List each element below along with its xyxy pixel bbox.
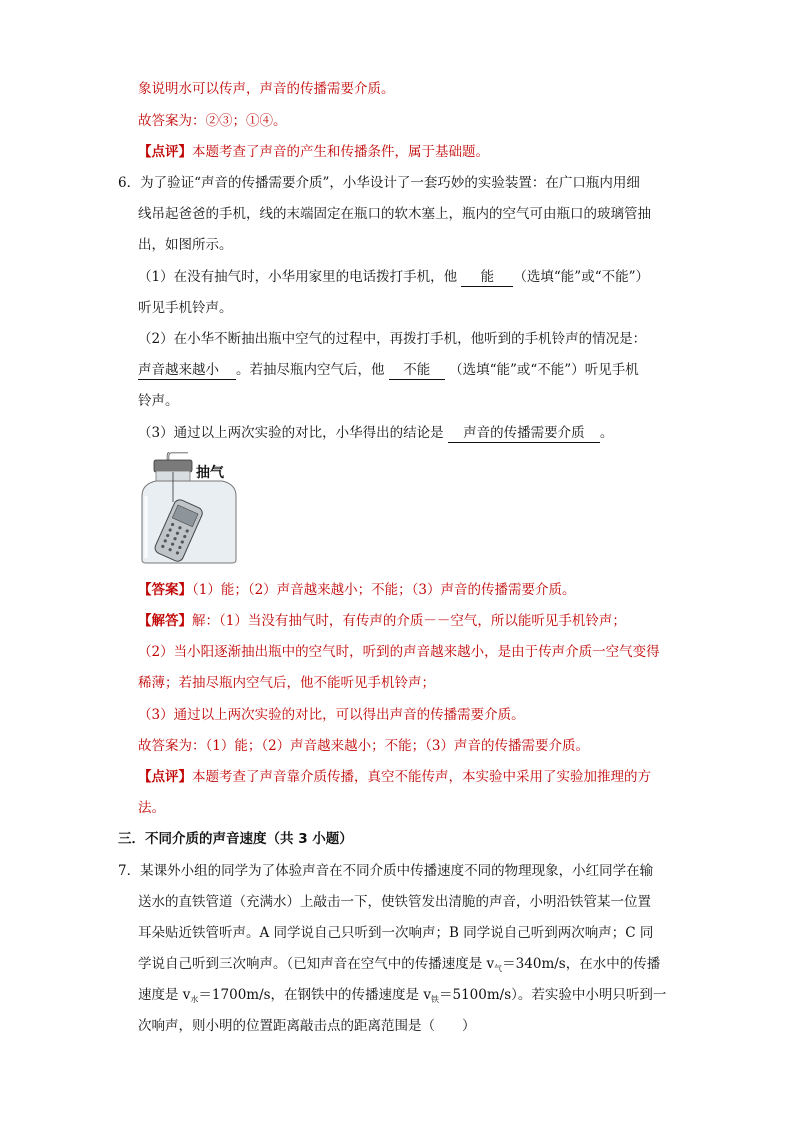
stem-text: 学说自己听到三次响声。（已知声音在空气中的传播速度是 v [138, 956, 495, 972]
question-stem-line: 出，如图所示。 [138, 237, 233, 253]
stem-text: ＝1700m/s，在钢铁中的传播速度是 v [198, 987, 431, 1003]
subscript: 气 [494, 964, 503, 973]
carryover-line: 象说明水可以传声，声音的传播需要介质。 [138, 81, 395, 97]
stem-text: ＝340m/s，在水中的传播 [502, 956, 661, 972]
comment-text: 本题考查了声音靠介质传播，真空不能传声，本实验中采用了实验加推理的方 [192, 769, 651, 785]
question-6 [118, 174, 640, 192]
bottle-illustration [140, 452, 240, 564]
figure-label: 抽气 [196, 465, 224, 481]
stem-text: 速度是 v [138, 987, 191, 1003]
question-stem-line [138, 986, 666, 1009]
stem-text: ＝5100m/s）。若实验中小明只听到一 [438, 987, 667, 1003]
comment-tag: 【点评】 [138, 769, 192, 785]
question-stem-line [138, 955, 660, 978]
question-stem-line: 为了验证“声音的传播需要介质”，小华设计了一套巧妙的实验装置：在广口瓶内用细 [140, 175, 640, 191]
sub-question-text: 。若抽尽瓶内空气后，他 [236, 362, 385, 378]
question-stem-line: 送水的直铁管道（充满水）上敲击一下，使铁管发出清脆的声音，小明沿铁管某一位置 [138, 894, 651, 910]
comment-tag: 【点评】 [138, 144, 192, 160]
section-heading: 三．不同介质的声音速度（共 3 小题） [118, 831, 353, 847]
solution-line: （2）当小阳逐渐抽出瓶中的空气时，听到的声音越来越小，是由于传声介质一空气变得 [138, 644, 660, 660]
sub-question-text: （1）在没有抽气时，小华用家里的电话拨打手机，他 [138, 269, 458, 285]
question-stem-line: 次响声，则小明的位置距离敲击点的距离范围是（ ） [138, 1018, 476, 1034]
solution-line [138, 612, 626, 630]
solution-tag: 【解答】 [138, 613, 192, 629]
answer-blank: 声音的传播需要介质 [448, 425, 600, 443]
answer-text: （1）能；（2）声音越来越小；不能；（3）声音的传播需要介质。 [192, 582, 576, 598]
sub-question-2-cont [138, 361, 639, 380]
carryover-answer: 故答案为：②③；①④。 [138, 113, 287, 129]
question-stem-line: 线吊起爸爸的手机，线的末端固定在瓶口的软木塞上，瓶内的空气可由瓶口的玻璃管抽 [138, 206, 651, 222]
solution-line: 稀薄；若抽尽瓶内空气后，他不能听见手机铃声； [138, 675, 435, 691]
answer-blank: 能 [461, 269, 513, 287]
carryover-comment [138, 143, 489, 161]
question-number: 7． [118, 863, 141, 879]
answer-line [138, 581, 576, 599]
comment-line [138, 768, 651, 786]
question-number: 6． [118, 175, 141, 191]
sub-question-3 [138, 424, 613, 443]
sub-question-text: （选填“能”或“不能”）听见手机 [449, 362, 639, 378]
sub-question-2: （2）在小华不断抽出瓶中空气的过程中，再拨打手机，他听到的手机铃声的情况是： [138, 331, 647, 347]
sub-question-1-cont: 听见手机铃声。 [138, 300, 233, 316]
question-stem-line: 某课外小组的同学为了体验声音在不同介质中传播速度不同的物理现象，小红同学在输 [140, 863, 654, 879]
comment-line: 法。 [138, 800, 165, 816]
sub-question-text: （选填“能”或“不能”） [513, 269, 649, 285]
sub-question-2-end: 铃声。 [138, 393, 179, 409]
solution-text: 解：（1）当没有抽气时，有传声的介质－－空气，所以能听见手机铃声； [192, 613, 626, 629]
comment-text: 本题考查了声音的产生和传播条件，属于基础题。 [192, 144, 489, 160]
sub-question-text: （3）通过以上两次实验的对比，小华得出的结论是 [138, 425, 444, 441]
answer-tag: 【答案】 [138, 582, 192, 598]
subscript: 铁 [430, 995, 439, 1004]
answer-blank: 声音越来越小 [138, 362, 236, 380]
solution-line: （3）通过以上两次实验的对比，可以得出声音的传播需要介质。 [138, 707, 525, 723]
final-answer: 故答案为：（1）能；（2）声音越来越小；不能；（3）声音的传播需要介质。 [138, 738, 590, 754]
sub-question-1 [138, 268, 649, 287]
question-stem-line: 耳朵贴近铁管听声。A 同学说自己只听到一次响声；B 同学说自己听到两次响声；C 同 [138, 925, 654, 941]
answer-blank: 不能 [389, 362, 445, 380]
bottle-phone-figure [140, 452, 240, 564]
subscript: 水 [190, 995, 199, 1004]
sub-question-text: 。 [599, 425, 614, 441]
question-7 [118, 862, 653, 880]
